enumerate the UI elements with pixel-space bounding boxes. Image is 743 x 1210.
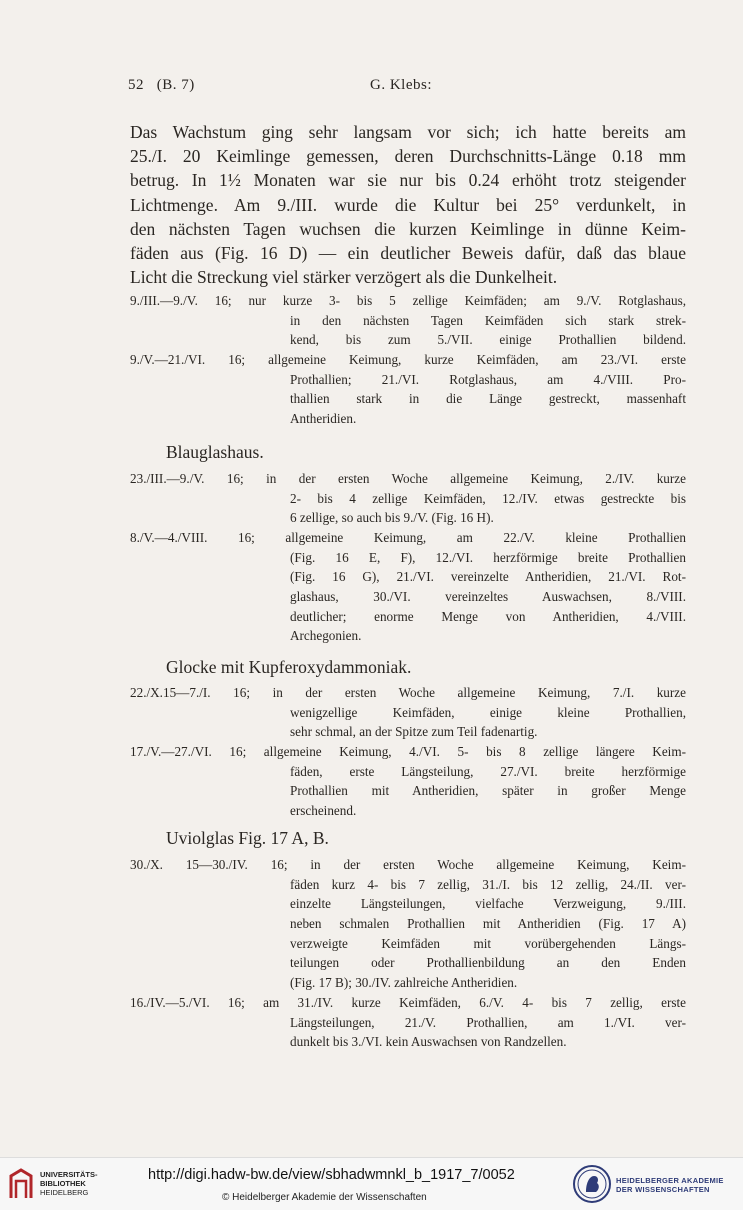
logo-line: HEIDELBERG [40, 1188, 89, 1197]
entry-glocke-2 [130, 742, 686, 821]
entry-blue-1 [130, 291, 686, 350]
entry-line: 23./III.—9./V. 16; in der ersten Woche allgemeine Keimung, 2./IV. kurze [130, 471, 686, 486]
text-line: Lichtmenge. Am 9./III. wurde die Kultur bei 25° verdunkelt, in [130, 194, 686, 215]
text-line: 25./I. 20 Keimlinge gemessen, deren Durchschnitts-Länge 0.18 mm [130, 146, 686, 167]
entry-line: einzelte Längsteilungen, vielfache Verzweigung, 9./III. [290, 896, 686, 912]
academy-seal-icon [572, 1164, 612, 1204]
page-number: 52 (B. 7) [128, 77, 195, 93]
text-line: betrug. In 1½ Monaten war sie nur bis 0.24 erhöht trotz steigender [130, 170, 686, 191]
intro-paragraph [130, 120, 686, 289]
academy-logo[interactable] [572, 1164, 740, 1204]
entry-line: 30./X. 15—30./IV. 16; in der ersten Woche allgemeine Keimung, Keim- [130, 857, 686, 872]
section-heading-uviolglas: Uviolglas Fig. 17 A, B. [166, 828, 329, 848]
entry-uviol-2 [130, 993, 686, 1052]
entry-line: verzweigte Keimfäden mit vorübergehenden Längs- [290, 935, 686, 951]
entry-line: 8./V.—4./VIII. 16; allgemeine Keimung, am 22./V. kleine Prothallien [130, 530, 686, 545]
text-line: fäden aus (Fig. 16 D) — ein deutlicher Beweis dafür, daß das blaue [130, 242, 686, 263]
text-line: Das Wachstum ging sehr langsam vor sich; ich hatte bereits am [130, 122, 686, 142]
entry-line: fäden kurz 4- bis 7 zellig, 31./I. bis 12 zellig, 24./II. ver- [290, 876, 686, 892]
section-heading-glocke: Glocke mit Kupferoxydammoniak. [166, 657, 412, 677]
logo-line: HEIDELBERGER AKADEMIE [616, 1176, 724, 1185]
entry-line: neben schmalen Prothallien mit Antheridien (Fig. 17 A) [290, 916, 686, 932]
viewer-footer [0, 1157, 743, 1210]
running-header [128, 77, 683, 99]
entry-glocke-1 [130, 683, 686, 742]
entry-line: in den nächsten Tagen Keimfäden sich stark strek- [290, 312, 686, 328]
entry-line: kend, bis zum 5./VII. einige Prothallien bildend. [290, 332, 686, 348]
entry-line: 2- bis 4 zellige Keimfäden, 12./IV. etwas gestreckte bis [290, 490, 686, 506]
entry-line: 17./V.—27./VI. 16; allgemeine Keimung, 4./VI. 5- bis 8 zellige längere Keim- [130, 744, 686, 759]
entry-line: (Fig. 17 B); 30./IV. zahlreiche Antheridien. [290, 975, 518, 991]
entry-uviol-1 [130, 855, 686, 993]
entry-line: Archegonien. [290, 628, 362, 644]
entry-line: erscheinend. [290, 803, 357, 819]
entry-line: deutlicher; enorme Menge von Antheridien, 4./VIII. [290, 608, 686, 624]
entry-line: 6 zellige, so auch bis 9./V. (Fig. 16 H). [290, 510, 494, 526]
library-emblem-icon [8, 1168, 34, 1200]
logo-line: DER WISSENSCHAFTEN [616, 1185, 710, 1194]
entry-blauglas-2 [130, 528, 686, 646]
entry-line: dunkelt bis 3./VI. kein Auswachsen von Randzellen. [290, 1034, 567, 1050]
entry-line: thallien stark in die Länge gestreckt, massenhaft [290, 391, 686, 407]
entry-line: Prothallien; 21./VI. Rotglashaus, am 4./VIII. Pro- [290, 371, 686, 387]
entry-line: 22./X.15—7./I. 16; in der ersten Woche allgemeine Keimung, 7./I. kurze [130, 685, 686, 700]
entry-blue-2 [130, 350, 686, 429]
entry-line: Längsteilungen, 21./V. Prothallien, am 1./VI. ver- [290, 1014, 686, 1030]
logo-line: UNIVERSITÄTS- [40, 1170, 98, 1179]
section-heading-blauglashaus: Blauglashaus. [166, 442, 264, 462]
logo-line: BIBLIOTHEK [40, 1179, 86, 1188]
university-library-logo[interactable] [8, 1166, 138, 1202]
permalink-url[interactable]: http://digi.hadw-bw.de/view/sbhadwmnkl_b_1917_7/0052 [148, 1167, 515, 1183]
author-header: G. Klebs: [370, 77, 432, 93]
text-line: Licht die Streckung viel stärker verzögert als die Dunkelheit. [130, 267, 558, 288]
entry-line: Prothallien mit Antheridien, später in großer Menge [290, 783, 686, 799]
copyright-notice: © Heidelberger Akademie der Wissenschaften [222, 1192, 427, 1203]
entry-line: 16./IV.—5./VI. 16; am 31./IV. kurze Keimfäden, 6./V. 4- bis 7 zellig, erste [130, 995, 686, 1010]
text-line: den nächsten Tagen wuchsen die kurzen Keimlinge in dünne Keim- [130, 218, 686, 239]
entry-line: wenigzellige Keimfäden, einige kleine Prothallien, [290, 704, 686, 720]
entry-line: fäden, erste Längsteilung, 27./VI. breite herzförmige [290, 763, 686, 779]
entry-line: Antheridien. [290, 411, 357, 427]
entry-line: (Fig. 16 G), 21./VI. vereinzelte Antheridien, 21./VI. Rot- [290, 569, 686, 585]
entry-line: 9./V.—21./VI. 16; allgemeine Keimung, kurze Keimfäden, am 23./VI. erste [130, 352, 686, 367]
entry-line: sehr schmal, an der Spitze zum Teil fadenartig. [290, 724, 538, 740]
entry-blauglas-1 [130, 469, 686, 528]
entry-line: teilungen oder Prothallienbildung an den Enden [290, 955, 686, 971]
entry-line: (Fig. 16 E, F), 12./VI. herzförmige breite Prothallien [290, 549, 686, 565]
entry-line: glashaus, 30./VI. vereinzeltes Auswachsen, 8./VIII. [290, 589, 686, 605]
entry-line: 9./III.—9./V. 16; nur kurze 3- bis 5 zellige Keimfäden; am 9./V. Rotglashaus, [130, 293, 686, 308]
